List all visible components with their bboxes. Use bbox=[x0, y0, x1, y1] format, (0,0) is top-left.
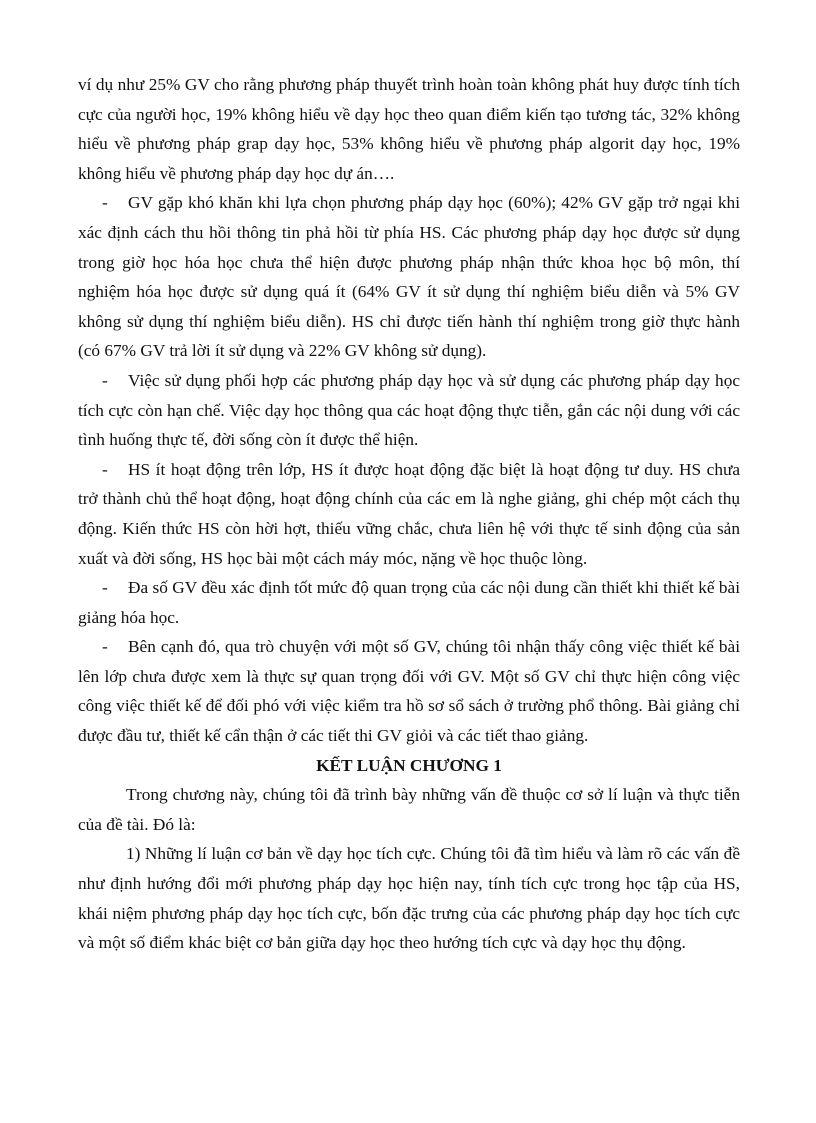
bullet-item bbox=[78, 188, 740, 366]
conclusion-intro: Trong chương này, chúng tôi đã trình bày những vấn đề thuộc cơ sở lí luận và thực tiễn của đề tài. Đó là: bbox=[78, 785, 740, 834]
bullet-text: GV gặp khó khăn khi lựa chọn phương pháp dạy học (60%); 42% GV gặp trở ngại khi xác định cách thu hồi thông tin phả hồi từ phía HS. Các phương pháp dạy học được sử dụng trong giờ học hóa học chưa thể hiện được phương pháp nhận thức khoa học bộ môn, thí nghiệm hóa học được sử dụng quá ít (64% GV ít sử dụng thí nghiệm biểu diễn và 5% GV không sử dụng thí nghiệm biểu diễn). HS chỉ được tiến hành thí nghiệm trong giờ thực hành (có 67% GV trả lời ít sử dụng và 22% GV không sử dụng). bbox=[78, 193, 740, 361]
section-heading: KẾT LUẬN CHƯƠNG 1 bbox=[316, 755, 502, 775]
bullet-item bbox=[78, 632, 740, 750]
bullet-text: Đa số GV đều xác định tốt mức độ quan trọng của các nội dung cần thiết khi thiết kế bài giảng hóa học. bbox=[78, 578, 740, 627]
bullet-item bbox=[78, 455, 740, 573]
bullet-text: Việc sử dụng phối hợp các phương pháp dạy học và sử dụng các phương pháp dạy học tích cực còn hạn chế. Việc dạy học thông qua các hoạt động thực tiễn, gắn các nội dung với các tình huống thực tế, đời sống còn ít được thể hiện. bbox=[78, 370, 740, 450]
bullet-item bbox=[78, 573, 740, 632]
bullet-marker: - bbox=[102, 459, 108, 479]
bullet-text: HS ít hoạt động trên lớp, HS ít được hoạt động đặc biệt là hoạt động tư duy. HS chưa trở thành chủ thể hoạt động, hoạt động chính của các em là nghe giảng, ghi chép một cách thụ động. Kiến thức HS còn hời hợt, thiếu vững chắc, chưa liên hệ với thực tế sinh động của sản xuất và đời sống, HS học bài một cách máy móc, nặng về học thuộc lòng. bbox=[78, 459, 740, 568]
bullet-text: Bên cạnh đó, qua trò chuyện với một số GV, chúng tôi nhận thấy công việc thiết kế bài lên lớp chưa được xem là thực sự quan trọng đối với GV. Một số GV chỉ thực hiện công việc công việc thiết kế để đối phó với việc kiểm tra hồ sơ sổ sách ở trường phổ thông. Bài giảng chỉ được đầu tư, thiết kế cẩn thận ở các tiết thi GV giỏi và các tiết thao giảng. bbox=[78, 637, 740, 746]
opening-paragraph: ví dụ như 25% GV cho rằng phương pháp thuyết trình hoàn toàn không phát huy được tính tích cực của người học, 19% không hiểu về dạy học theo quan điểm kiến tạo tương tác, 32% không hiểu về phương pháp grap dạy học, 53% không hiểu về phương pháp algorit dạy học, 19% không hiểu về phương pháp dạy học dự án…. bbox=[78, 75, 740, 183]
document-page bbox=[78, 70, 740, 958]
conclusion-point-1: 1) Những lí luận cơ bản về dạy học tích cực. Chúng tôi đã tìm hiểu và làm rõ các vấn đề như định hướng đổi mới phương pháp dạy học hiện nay, tính tích cực trong học tập của HS, khái niệm phương pháp dạy học tích cực, bốn đặc trưng của các phương pháp dạy học tích cực và một số điểm khác biệt cơ bản giữa dạy học theo hướng tích cực và dạy học thụ động. bbox=[78, 844, 740, 953]
bullet-marker: - bbox=[102, 578, 108, 598]
bullet-marker: - bbox=[102, 193, 108, 213]
bullet-item bbox=[78, 366, 740, 455]
bullet-marker: - bbox=[102, 637, 108, 657]
bullet-marker: - bbox=[102, 370, 108, 390]
